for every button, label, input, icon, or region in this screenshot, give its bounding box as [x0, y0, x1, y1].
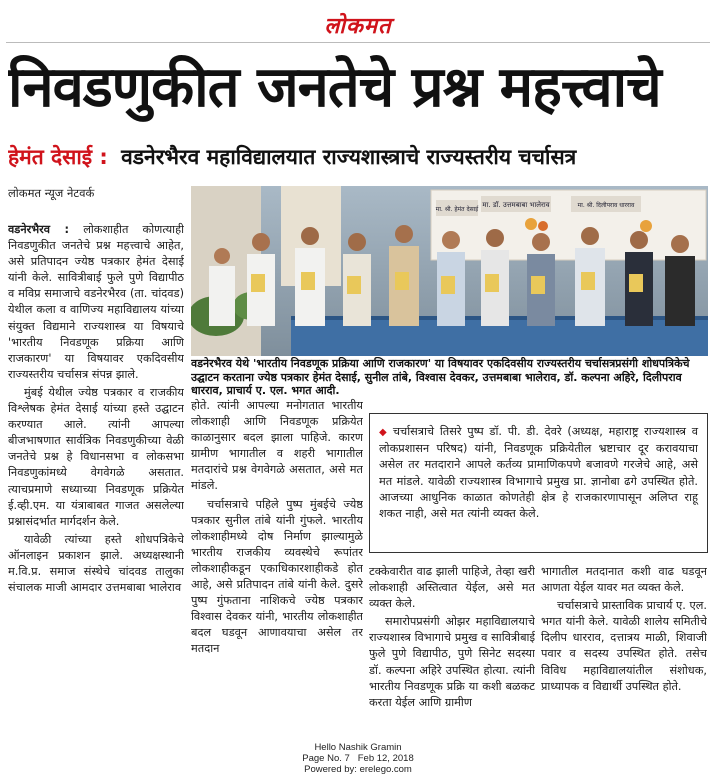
masthead-divider: [6, 42, 710, 43]
subhead-colon: :: [99, 145, 108, 169]
article-subheadline: [8, 140, 708, 174]
footer-page: Page No. 7: [302, 753, 350, 764]
article-paragraph: टक्केवारीत वाढ झाली पाहिजे, तेव्हा खरी लोकशाही अस्तित्वात येईल, असे मत व्यक्त केले.: [369, 565, 535, 611]
footer-page-date: [0, 753, 716, 764]
article-column-4: [541, 564, 707, 740]
diamond-bullet-icon: ◆: [379, 427, 389, 438]
footer-powered: Powered by: erelego.com: [304, 764, 412, 775]
photo-caption: वडनेरभैरव येथे 'भारतीय निवडणूक प्रक्रिया आणि राजकारण' या विषयावर एकदिवसीय राज्यस्तरीय चर्चासत्रप्रसंगी शोधपत्रिकेचे उद्घाटन करताना ज्येष्ठ पत्रकार हेमंत देसाई, सुनील तांबे, विश्वास देवकर, उत्तमबाबा भालेराव, डॉ. कल्पना अहिरे, दिलीपराव धारराव, प्राचार्य ए. एल. भगत आदी.: [191, 357, 690, 397]
article-paragraph: चर्चासत्राचे पहिले पुष्प मुंबईचे ज्येष्ठ पत्रकार सुनील तांबे यांनी गुंफले. भारतीय लोकशाहीमध्ये दोष निर्माण झाल्यामुळे भारतीय राजकीय व्यवस्थेचे रूपांतर लोकशाहीकडून एकाधिकारशाहीकडे होत आहे, असे प्रतिपादन तांबे यांनी केले. दुसरे पुष्प गुंफताना नाशिकचे ज्येष्ठ पत्रकार विश्वास देवकर यांनी, भारतीय लोकशाहीत बदल घडवून आणावयाचा असेल तर मतदान: [191, 497, 363, 656]
article-paragraph: मुंबई येथील ज्येष्ठ पत्रकार व राजकीय विश्लेषक हेमंत देसाई यांच्या हस्ते उद्घाटन करण्यात आले. त्यांनी आपल्या बीजभाषणात सार्वत्रिक निवडणुकीच्या वेळी जनतेचे प्रश्न हे विधानसभा व लोकसभा निवडणुकांमध्ये वेगवेगळे असतात. त्याचप्रमाणे सध्याच्या निवडणूक प्रक्रियेत ई.व्ही.एम. या यंत्राबाबत गाजत असलेल्या प्रश्नासंदर्भात मार्गदर्शन केले.: [8, 385, 184, 528]
banner-text: मा. श्री. हेमंत देसाई: [435, 206, 479, 213]
article-column-3: [369, 564, 535, 740]
pull-quote-box: [369, 413, 708, 553]
article-paragraph: समारोपप्रसंगी ओझर महाविद्यालयाचे राज्यशास्त्र विभागाचे प्रमुख व सावित्रीबाई फुले पुणे विद्यापीठ, पुणे सिनेट सदस्या डॉ. कल्पना अहिरे उपस्थित होत्या. त्यांनी भारतीय निवडणूक प्रक्रि या कशी बळकट करता येईल आणि ग्रामीण: [369, 615, 535, 709]
paragraph-text: लोकशाहीत कोणत्याही निवडणुकीत जनतेचे प्रश्न महत्त्वाचे आहेत, असे प्रतिपादन ज्येष्ठ पत्रकार हेमंत देसाई यांनी केले. सावित्रीबाई फुले पुणे विद्यापीठ व मविप्र समाजाचे वडनेरभैरव (ता. चांदवड) येथील कला व वाणिज्य महाविद्यालय यांच्या संयुक्त विद्यमाने राज्यशास्त्र या विषयाचे 'भारतीय निवडणूक प्रक्रिया आणि राजकारण' या विषयावर एकदिवसीय राज्यस्तरीय चर्चासत्र संपन्न झाले.: [8, 223, 184, 381]
page-footer: [0, 742, 716, 775]
article-column-1: [8, 222, 184, 740]
footer-edition: Hello Nashik Gramin: [314, 742, 402, 753]
article-headline: निवडणुकीत जनतेचे प्रश्न महत्त्वाचे: [8, 55, 661, 120]
subhead-text: वडनेरभैरव महाविद्यालयात राज्यशास्त्राचे राज्यस्तरीय चर्चासत्र: [121, 145, 577, 169]
article-paragraph: चर्चासत्राचे प्रास्ताविक प्राचार्य ए. एल. भगत यांनी केले. यावेळी शालेय समितीचे दिलीप धारराव, दत्तात्रय माळी, शिवाजी पवार व सदस्य उपस्थित होते. तसेच विविध महाविद्यालयांतील संशोधक, प्राध्यापक व विद्यार्थी उपस्थित होते.: [541, 599, 707, 693]
pull-quote-text: चर्चासत्राचे तिसरे पुष्प डॉ. पी. डी. देवरे (अध्यक्ष, महाराष्ट्र राज्यशास्त्र व लोकप्रशासन परिषद) यांनी, निवडणूक प्रक्रियेतील भ्रष्टाचार दूर करावयाचा असेल तर मतदाराने आपले कर्तव्य प्रामाणिकपणे बजावणे गरजेचे आहे, असे मत मांडले. यावेळी राज्यशास्त्र विभागाचे प्रमुख प्रा. ज्ञानोबा ढगे उपस्थित होते. आजच्या आधुनिक काळात कोणतेही क्षेत्र हे राजकारणापासून अलिप्त राहू शकत नाही, असे मत त्यांनी व्यक्त केले.: [379, 425, 698, 521]
article-paragraph: यावेळी त्यांच्या हस्ते शोधपत्रिकेचे ऑनलाइन प्रकाशन झाले. अध्यक्षस्थानी म.वि.प्र. समाज संस्थेचे चांदवड तालुका संचालक माजी आमदार उत्तमबाबा भालेराव: [8, 532, 184, 595]
article-column-2: [191, 398, 363, 740]
article-paragraph: होते. त्यांनी आपल्या मनोगतात भारतीय लोकशाही आणि निवडणूक प्रक्रियेत काळानुसार बदल झाला पाहिजे. कारण ग्रामीण भागातील व शहरी भागातील मतदारांचे प्रश्न वेगवेगळे असतात, असे मत मांडले.: [191, 399, 363, 493]
event-photo-illustration: [191, 186, 708, 356]
masthead: [0, 0, 716, 46]
article-paragraph: [8, 222, 184, 383]
subhead-author: हेमंत देसाई: [8, 145, 93, 169]
footer-date: Feb 12, 2018: [357, 753, 414, 764]
article-paragraph: भागातील मतदानात कशी वाढ घडवून आणता येईल यावर मत व्यक्त केले.: [541, 565, 707, 595]
banner-text: मा. डॉ. उत्तमबाबा भालेराव: [482, 201, 550, 209]
article-byline: लोकमत न्यूज नेटवर्क: [8, 186, 95, 200]
dateline: वडनेरभैरव :: [8, 223, 70, 236]
banner-text: मा. श्री. दिलीपराव धारराव: [577, 202, 635, 209]
event-photo: [191, 186, 708, 356]
newspaper-logo: लोकमत: [324, 14, 392, 39]
